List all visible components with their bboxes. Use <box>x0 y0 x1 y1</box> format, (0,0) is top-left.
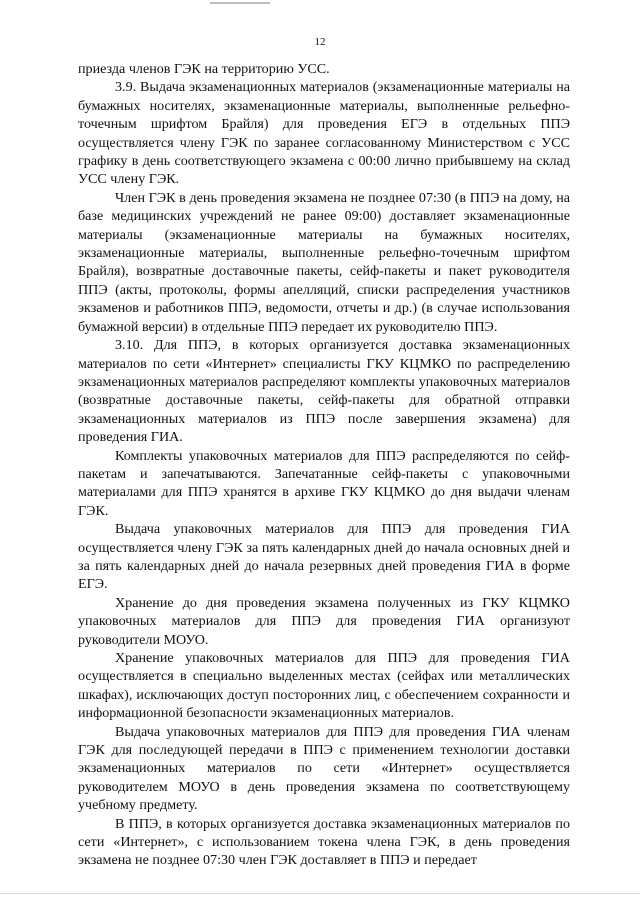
paragraph-gek-delivery: Член ГЭК в день проведения экзамена не позднее 07:30 (в ППЭ на дому, на базе медицинских учреждений не ранее 09:00) доставляет экзаменационные материалы (экзаменационные материалы на бумажных носителях, экзаменационные материалы, выполненные рельефно-точечным шрифтом Брайля), возвратные доставочные пакеты, сейф-пакеты и пакет руководителя ППЭ (акты, протоколы, формы апелляций, списки распределения участников экзаменов и работников ППЭ, ведомости, отчеты и др.) (в случае использования бумажной версии) в отдельные ППЭ передает их руководителю ППЭ. <box>78 189 570 335</box>
paragraph-issue-internet: Выдача упаковочных материалов для ППЭ для проведения ГИА членам ГЭК для последующей передачи в ППЭ с применением технологии доставки экзаменационных материалов по сети «Интернет» осуществляется руководителем МОУО в день проведения экзамена по соответствующему учебному предмету. <box>78 723 570 814</box>
paragraph-packaging-issue: Выдача упаковочных материалов для ППЭ для проведения ГИА осуществляется члену ГЭК за пять календарных дней до начала основных дней и за пять календарных дней до начала резервных дней проведения ГИА в форме ЕГЭ. <box>78 521 570 593</box>
paragraph-storage-conditions: Хранение упаковочных материалов для ППЭ для проведения ГИА осуществляется в специально выделенных местах (сейфах или металлических шкафах), исключающих доступ посторонних лиц, с обеспечением сохранности и информационной безопасности экзаменационных материалов. <box>78 650 570 722</box>
paragraph-token-delivery: В ППЭ, в которых организуется доставка экзаменационных материалов по сети «Интернет», с использованием токена члена ГЭК, в день проведения экзамена не позднее 07:30 член ГЭК доставляет в ППЭ и передает <box>78 815 570 869</box>
scan-artifact-bottom <box>0 893 640 900</box>
paragraph-storage-mouo: Хранение до дня проведения экзамена полученных из ГКУ КЦМКО упаковочных материалов для ППЭ для проведения ГИА организуют руководители МОУО. <box>78 594 570 648</box>
scan-artifact-top <box>210 2 270 4</box>
document-body <box>78 60 570 870</box>
paragraph-3-9: 3.9. Выдача экзаменационных материалов (экзаменационные материалы на бумажных носителях, экзаменационные материалы, выполненные рельефно-точечным шрифтом Брайля) для проведения ЕГЭ в отдельных ППЭ осуществляется члену ГЭК по заранее согласованному Министерством с УСС графику в день соответствующего экзамена с 00:00 лично прибывшему на склад УСС члену ГЭК. <box>78 79 570 188</box>
paragraph-packaging-sets: Комплекты упаковочных материалов для ППЭ распределяются по сейф-пакетам и запечатываются. Запечатанные сейф-пакеты с упаковочными материалами для ППЭ хранятся в архиве ГКУ КЦМКО до дня выдачи членам ГЭК. <box>78 447 570 519</box>
paragraph-continuation: приезда членов ГЭК на территорию УСС. <box>78 61 330 77</box>
page-number: 12 <box>314 36 326 48</box>
paragraph-3-10: 3.10. Для ППЭ, в которых организуется доставка экзаменационных материалов по сети «Интернет» специалисты ГКУ КЦМКО по распределению экзаменационных материалов распределяют комплекты упаковочных материалов (возвратные доставочные пакеты, сейф-пакеты для обратной отправки экзаменационных материалов из ППЭ после завершения экзамена) для проведения ГИА. <box>78 337 570 446</box>
